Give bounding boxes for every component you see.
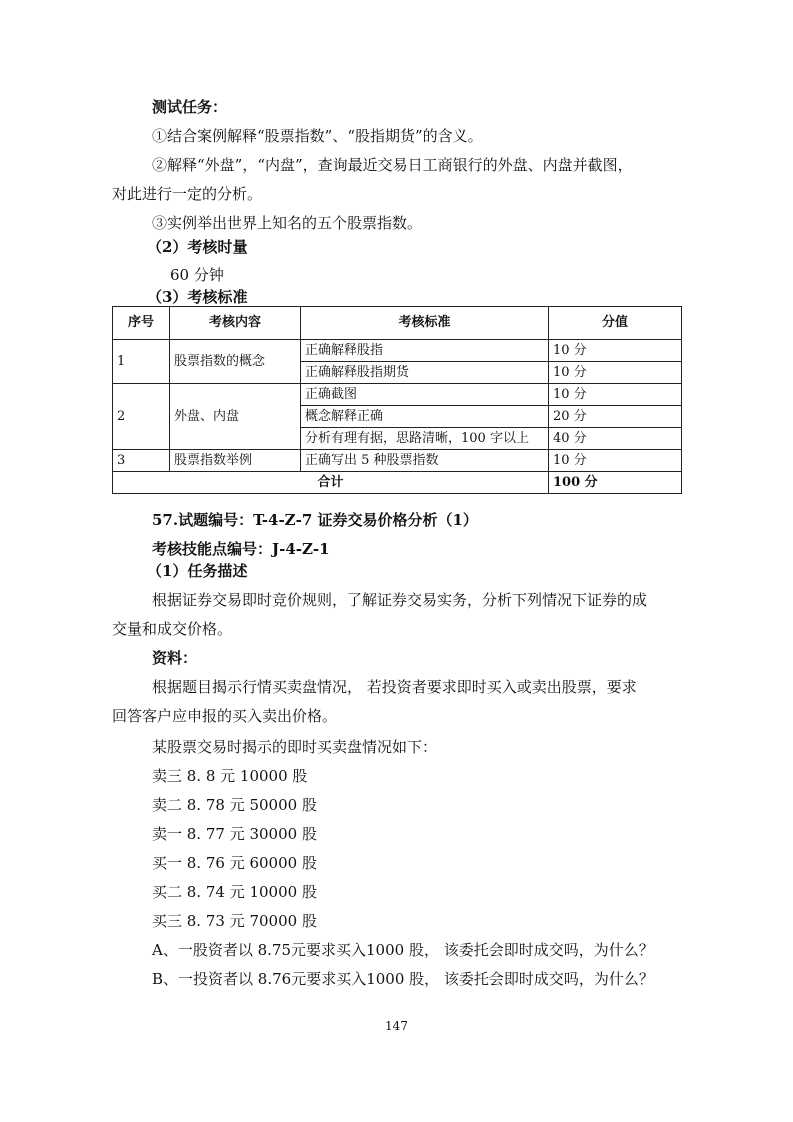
row-no: 2	[113, 384, 170, 450]
table-row	[113, 340, 682, 362]
row-content: 外盘、内盘	[170, 384, 301, 450]
table-row	[113, 384, 682, 406]
quote-line: 买一 8. 76 元 60000 股	[152, 854, 317, 872]
task-item-2-line2: 对此进行一定的分析。	[112, 185, 263, 203]
criteria-heading: （3）考核标准	[147, 288, 248, 306]
quote-line: 买二 8. 74 元 10000 股	[152, 883, 317, 901]
table-row	[113, 450, 682, 472]
row-score: 40 分	[549, 428, 682, 450]
task-item-2-line1: ②解释“外盘”，“内盘”，查询最近交易日工商银行的外盘、内盘并截图，	[152, 156, 633, 174]
row-standard: 正确解释股指	[301, 340, 549, 362]
quote-line: 卖三 8. 8 元 10000 股	[152, 767, 308, 785]
skill-point-code: 考核技能点编号：J-4-Z-1	[152, 540, 330, 558]
row-score: 20 分	[549, 406, 682, 428]
desc-line1: 根据证券交易即时竞价规则，了解证券交易实务，分析下列情况下证券的成	[152, 591, 648, 609]
duration-heading: （2）考核时量	[147, 238, 248, 256]
total-value: 100 分	[549, 472, 682, 494]
header-content: 考核内容	[170, 307, 301, 340]
row-score: 10 分	[549, 384, 682, 406]
question-b: B、一投资者以 8.76元要求买入1000 股， 该委托会即时成交吗，为什么？	[152, 970, 654, 988]
quote-line: 买三 8. 73 元 70000 股	[152, 912, 317, 930]
page-number: 147	[385, 1019, 408, 1033]
quote-line: 卖一 8. 77 元 30000 股	[152, 825, 317, 843]
row-no: 1	[113, 340, 170, 384]
row-score: 10 分	[549, 362, 682, 384]
row-score: 10 分	[549, 340, 682, 362]
section-title: 57.试题编号：T-4-Z-7 证券交易价格分析（1）	[152, 511, 478, 529]
grading-table	[112, 306, 682, 494]
task-desc-heading: （1）任务描述	[147, 562, 248, 580]
row-standard: 正确写出 5 种股票指数	[301, 450, 549, 472]
row-standard: 分析有理有据，思路清晰，100 字以上	[301, 428, 549, 450]
quote-intro: 某股票交易时揭示的即时买卖盘情况如下：	[152, 738, 438, 756]
question-a: A、一股资者以 8.75元要求买入1000 股， 该委托会即时成交吗，为什么？	[152, 941, 654, 959]
row-score: 10 分	[549, 450, 682, 472]
material-line2: 回答客户应申报的买入卖出价格。	[112, 707, 338, 725]
table-total-row	[113, 472, 682, 494]
total-label: 合计	[113, 472, 549, 494]
row-standard: 概念解释正确	[301, 406, 549, 428]
row-no: 3	[113, 450, 170, 472]
task-item-1: ①结合案例解释“股票指数”、“股指期货”的含义。	[152, 127, 483, 145]
duration-value: 60 分钟	[170, 266, 224, 284]
row-content: 股票指数的概念	[170, 340, 301, 384]
test-task-heading: 测试任务：	[152, 98, 228, 116]
row-standard: 正确截图	[301, 384, 549, 406]
row-content: 股票指数举例	[170, 450, 301, 472]
table-header-row	[113, 307, 682, 340]
header-score: 分值	[549, 307, 682, 340]
desc-line2: 交量和成交价格。	[112, 620, 233, 638]
header-standard: 考核标准	[301, 307, 549, 340]
material-heading: 资料：	[152, 649, 198, 667]
quote-line: 卖二 8. 78 元 50000 股	[152, 796, 317, 814]
header-no: 序号	[113, 307, 170, 340]
task-item-3: ③实例举出世界上知名的五个股票指数。	[152, 214, 423, 232]
material-line1: 根据题目揭示行情买卖盘情况， 若投资者要求即时买入或卖出股票，要求	[152, 678, 637, 696]
row-standard: 正确解释股指期货	[301, 362, 549, 384]
